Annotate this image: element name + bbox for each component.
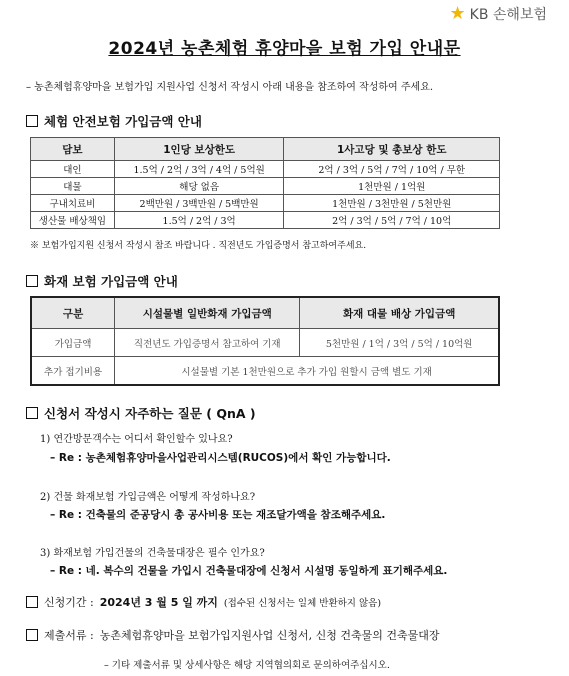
table-cell: 시설물별 기본 1천만원으로 추가 가입 원할시 금액 별도 기재 [115, 357, 499, 386]
table-header: 담보 [31, 138, 115, 161]
submit-label: 제출서류 : [44, 629, 94, 642]
table-header: 구분 [31, 297, 115, 329]
table-header: 화재 대물 배상 가입금액 [300, 297, 499, 329]
table-header: 시설물별 일반화재 가입금액 [115, 297, 300, 329]
qna-question: 2) 건물 화재보험 가입금액은 어떻게 작성하나요? [40, 492, 256, 503]
table-cell: 1천만원 / 1억원 [284, 178, 500, 195]
fire-insurance-table [30, 296, 500, 386]
table-row [31, 161, 500, 178]
deadline-note: (접수된 신청서는 일체 반환하지 않음) [223, 598, 382, 609]
qna-answer: – Re : 네. 복수의 건물을 가입시 건축물대장에 신청서 시설명 동일하게 표기해주세요. [50, 565, 448, 577]
table-cell: 1.5억 / 2억 / 3억 [114, 212, 284, 229]
extra-note: – 기타 제출서류 및 상세사항은 해당 지역협의회로 문의하여주십시오. [104, 660, 390, 671]
section-heading-fire: 화재 보험 가입금액 안내 [26, 272, 178, 290]
checkbox-icon [26, 275, 38, 287]
table-cell: 생산물 배상책임 [31, 212, 115, 229]
table-cell: 5천만원 / 1억 / 3억 / 5억 / 10억원 [300, 329, 499, 357]
brand-name: KB 손해보험 [469, 7, 547, 23]
table-note: ※ 보험가입지원 신청서 작성시 참조 바랍니다 . 직전년도 가입증명서 참고하여주세요. [30, 241, 367, 251]
qna-question: 1) 연간방문객수는 어디서 확인할수 있나요? [40, 434, 233, 445]
table-header: 1인당 보상한도 [114, 138, 284, 161]
table-cell: 직전년도 가입증명서 참고하여 기재 [115, 329, 300, 357]
table-row [31, 357, 499, 386]
table-row [31, 329, 499, 357]
section-heading-qna: 신청서 작성시 자주하는 질문 ( QnA ) [26, 404, 256, 422]
submit-text: 농촌체험휴양마을 보험가입지원사업 신청서, 신청 건축물의 건축물대장 [99, 629, 440, 642]
table-header-row [31, 138, 500, 161]
section-heading-safety: 체험 안전보험 가입금액 안내 [26, 112, 202, 130]
checkbox-icon [26, 115, 38, 127]
deadline-date: 2024년 3 월 5 일 까지 [99, 596, 218, 609]
table-cell: 해당 없음 [114, 178, 284, 195]
table-header: 1사고당 및 총보상 한도 [284, 138, 500, 161]
deadline-label: 신청기간 : [44, 596, 94, 609]
table-cell: 2억 / 3억 / 5억 / 7억 / 10억 / 무한 [284, 161, 500, 178]
page-title: 2024년 농촌체험 휴양마을 보험 가입 안내문 [108, 39, 461, 59]
table-cell: 대인 [31, 161, 115, 178]
qna-answer: – Re : 건축물의 준공당시 총 공사비용 또는 재조달가액을 참조해주세요. [50, 509, 386, 521]
table-cell: 2백만원 / 3백만원 / 5백만원 [114, 195, 284, 212]
checkbox-icon [26, 596, 38, 608]
table-cell: 대물 [31, 178, 115, 195]
qna-answer: – Re : 농촌체험휴양마을사업관리시스템(RUCOS)에서 확인 가능합니다. [50, 452, 391, 464]
checkbox-icon [26, 629, 38, 641]
table-cell: 구내치료비 [31, 195, 115, 212]
submit-docs-line [26, 627, 439, 643]
table-cell: 1천만원 / 3천만원 / 5천만원 [284, 195, 500, 212]
table-cell: 추가 접기비용 [31, 357, 115, 386]
table-cell: 2억 / 3억 / 5억 / 7억 / 10억 [284, 212, 500, 229]
table-header-row [31, 297, 499, 329]
company-logo [450, 4, 547, 24]
deadline-line [26, 594, 381, 610]
qna-question: 3) 화재보험 가입건물의 건축물대장은 필수 인가요? [40, 548, 265, 559]
table-row [31, 212, 500, 229]
kb-star-icon: ★ [449, 3, 466, 24]
safety-insurance-table [30, 137, 500, 229]
table-cell: 가입금액 [31, 329, 115, 357]
table-cell: 1.5억 / 2억 / 3억 / 4억 / 5억원 [114, 161, 284, 178]
checkbox-icon [26, 407, 38, 419]
intro-text: – 농촌체험휴양마을 보험가입 지원사업 신청서 작성시 아래 내용을 참조하여 작성하여 주세요. [26, 82, 434, 93]
table-row [31, 195, 500, 212]
table-row [31, 178, 500, 195]
